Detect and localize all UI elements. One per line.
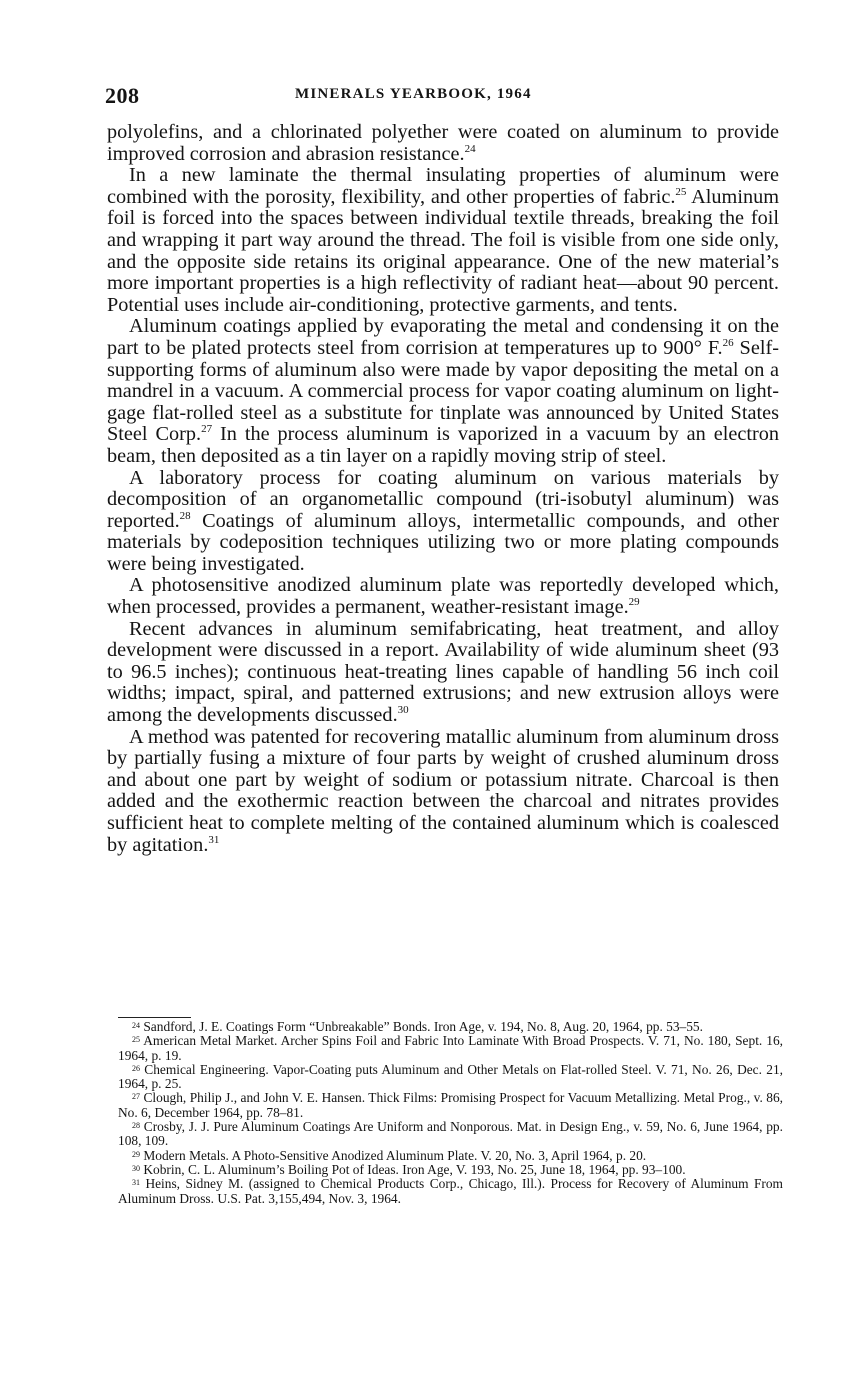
footnotes (118, 1020, 783, 1206)
page-header (105, 83, 778, 111)
footnote-28 (118, 1120, 783, 1149)
paragraph-6 (107, 619, 779, 727)
footnote-ref-27: 27 (201, 423, 213, 436)
paragraph-text: Coatings of aluminum alloys, intermetallic compounds, and other materials by codeposition techniques utilizing two or more plating compounds were being investigated. (107, 509, 779, 575)
paragraph-4 (107, 468, 779, 576)
footnote-25 (118, 1034, 783, 1063)
footnote-ref-31: 31 (208, 833, 220, 846)
footnote-24 (118, 1020, 783, 1034)
footnote-ref-26: 26 (722, 336, 734, 349)
paragraph-5 (107, 575, 779, 618)
footnote-31 (118, 1177, 783, 1206)
paragraph-text: polyolefins, and a chlorinated polyether were coated on aluminum to provide improved corrosion and abrasion resistance. (107, 121, 779, 165)
footnote-text: Chemical Engineering. Vapor-Coating puts Aluminum and Other Metals on Flat-rolled Steel. V. 71, No. 26, Dec. 21, 1964, p. 25. (118, 1061, 783, 1092)
body-text (107, 122, 779, 856)
paragraph-text: Aluminum foil is forced into the spaces between individual textile threads, breaking the foil and wrapping it part way around the thread. The foil is visible from one side only, and the opposite side retains its original appearance. One of the new material’s more important properties is a high reflectivity of radiant heat—about 90 percent. Potential uses include air-conditioning, protective garments, and tents. (107, 185, 780, 316)
footnote-text: Heins, Sidney M. (assigned to Chemical Products Corp., Chicago, Ill.). Process for Recovery of Aluminum From Aluminum Dross. U.S. Pat. 3,155,494, Nov. 3, 1964. (118, 1176, 783, 1206)
paragraph-3 (107, 316, 779, 467)
page-number: 208 (105, 83, 140, 108)
paragraph-text: A laboratory process for coating aluminum on various materials by decomposition of an organometallic compound (tri-isobutyl aluminum) was reported. (107, 466, 779, 532)
footnote-number: 27 (132, 1092, 140, 1102)
footnote-text: Crosby, J. J. Pure Aluminum Coatings Are Uniform and Nonporous. Mat. in Design Eng., v. 59, No. 6, June 1964, pp. 108, 109. (118, 1119, 783, 1149)
footnote-number: 29 (132, 1149, 140, 1159)
footnote-text: Kobrin, C. L. Aluminum’s Boiling Pot of Ideas. Iron Age, V. 193, No. 25, June 18, 1964, pp. 93–100. (143, 1161, 686, 1177)
footnote-ref-28: 28 (179, 509, 191, 522)
footnote-text: Sandford, J. E. Coatings Form “Unbreakable” Bonds. Iron Age, v. 194, No. 8, Aug. 20, 1964, pp. 53–55. (143, 1019, 703, 1034)
paragraph-1 (107, 122, 779, 165)
paragraph-text: A method was patented for recovering matallic aluminum from aluminum dross by partially fusing a mixture of four parts by weight of crushed aluminum dross and about one part by weight of sodium or potassium nitrate. Charcoal is then added and the exothermic reaction between the charcoal and nitrates provides sufficient heat to complete melting of the contained aluminum which is coalesced by agitation. (107, 725, 779, 856)
footnote-text: American Metal Market. Archer Spins Foil and Fabric Into Laminate With Broad Prospects. V. 71, No. 180, Sept. 16, 1964, p. 19. (118, 1033, 783, 1063)
footnote-ref-30: 30 (397, 704, 409, 717)
paragraph-text: A photosensitive anodized aluminum plate was reportedly developed which, when processed, provides a permanent, weather-resistant image. (107, 574, 779, 619)
footnote-ref-29: 29 (628, 596, 640, 609)
footnote-text: Clough, Philip J., and John V. E. Hansen. Thick Films: Promising Prospect for Vacuum Metallizing. Metal Prog., v. 86, No. 6, December 1964, pp. 78–81. (118, 1090, 783, 1120)
paragraph-text: Aluminum coatings applied by evaporating the metal and condensing it on the part to be plated protects steel from corrision at temperatures up to 900° F. (107, 315, 779, 359)
paragraph-text: In a new laminate the thermal insulating properties of aluminum were combined with the porosity, flexibility, and other properties of fabric. (107, 164, 779, 208)
paragraph-text: In the process aluminum is vaporized in a vacuum by an electron beam, then deposited as a tin layer on a rapidly moving strip of steel. (107, 423, 779, 467)
footnote-text: Modern Metals. A Photo-Sensitive Anodized Aluminum Plate. V. 20, No. 3, April 1964, p. 20. (143, 1147, 647, 1163)
footnote-26 (118, 1063, 783, 1092)
footnote-27 (118, 1091, 783, 1120)
paragraph-text: Recent advances in aluminum semifabricating, heat treatment, and alloy development were discussed in a report. Availability of wide aluminum sheet (93 to 96.5 inches); continuous heat-treating lines capable of handling 56 inch coil widths; impact, spiral, and patterned extrusions; and new extrusion alloys were among the developments discussed. (107, 617, 779, 727)
footnote-number: 24 (132, 1021, 140, 1030)
paragraph-text: Self-supporting forms of aluminum also were made by vapor depositing the metal on a mandrel in a vacuum. A commercial process for vapor coating aluminum on light-gage flat-rolled steel as a substitute for tinplate was announced by United States Steel Corp. (107, 336, 779, 446)
footnote-29 (118, 1149, 783, 1163)
running-title: MINERALS YEARBOOK, 1964 (295, 86, 532, 102)
paragraph-2 (107, 165, 779, 316)
footnote-30 (118, 1163, 783, 1177)
paragraph-7 (107, 727, 779, 857)
footnote-number: 30 (132, 1163, 140, 1173)
footnote-ref-24: 24 (464, 142, 476, 155)
footnote-number: 31 (132, 1178, 140, 1188)
footnote-number: 26 (132, 1063, 140, 1073)
footnote-ref-25: 25 (675, 185, 687, 198)
footnote-divider (118, 1017, 191, 1018)
footnote-number: 25 (132, 1035, 140, 1045)
footnote-number: 28 (132, 1121, 140, 1131)
